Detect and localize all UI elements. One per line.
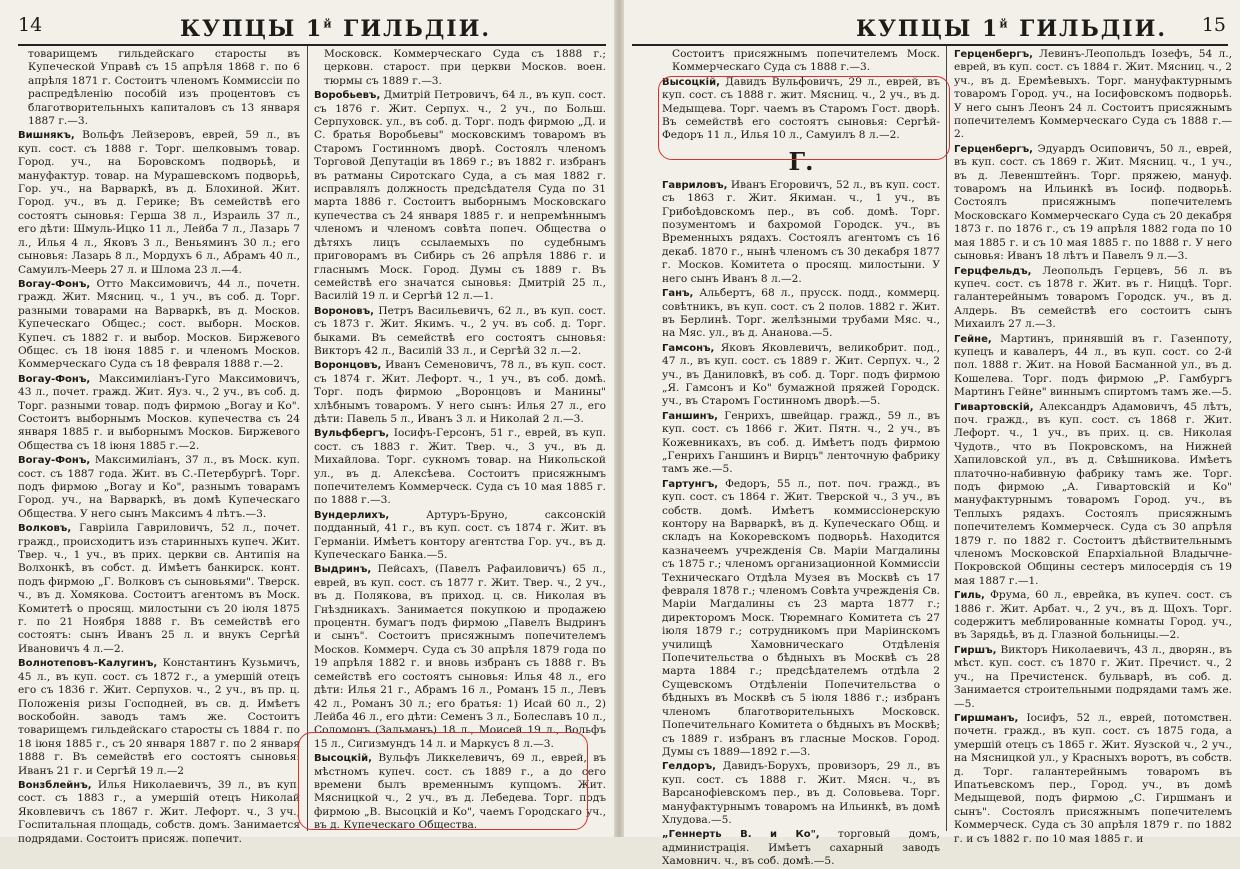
header-rule xyxy=(18,44,606,46)
page-number-right: 15 xyxy=(1201,14,1226,36)
entry-surname: Гиршманъ, xyxy=(954,712,1019,724)
entry-surname: Волковъ, xyxy=(18,523,72,535)
entry-text: Іосифъ-Герсонъ, 51 г., еврей, въ куп. сост. съ 1883 г. Жит. Твер. ч., 3 уч., въ д. Михайлова. Торг. сукномъ товар. на Никольской ул., въ д. Алексѣева. Состоитъ присяжнымъ попечителемъ Коммерческ. Суда съ 10 мая 1885 г. по 1888 г.—3. xyxy=(314,427,606,507)
red-highlight-ellipse xyxy=(658,76,950,160)
entry-text: Дмитрій Петровичъ, 64 л., въ куп. сост. съ 1876 г. Жит. Серпух. ч., 2 уч., по Больш. Серпуховск. ул., въ соб. д. Торг. подъ фирмою „Д. и С. братья Воробьевы" московскимъ товаромъ въ Старомъ Гостинномъ дворѣ. Состоялъ членомъ Торговой Депутаціи въ 1869 г.; въ 1882 г. избранъ въ ратманы Сиротскаго Суда, а съ мая 1882 г. исправлялъ должность предсѣдателя Суда по 31 марта 1886 г. Состоитъ выборнымъ Московскаго купечества съ 24 января 1885 г. и непремѣннымъ членомъ и членомъ совѣта попеч. Общества о дѣтяхъ лицъ ссылаемыхъ по судебнымъ приговорамъ въ Сибирь съ 26 апрѣля 1886 г. и гласнымъ Моск. Город. Думы съ 1889 г. Въ семействѣ его значатся сыновья: Дмитрій 25 л., Василій 19 л. и Сергѣй 12 л.—1. xyxy=(314,89,606,303)
red-highlight-ellipse xyxy=(298,732,588,830)
directory-entry xyxy=(314,427,606,507)
entry-surname: Гейне, xyxy=(954,333,992,345)
directory-entry xyxy=(662,760,940,827)
entry-text: Максимиліанъ, 37 л., въ Моск. куп. сост. съ 1887 года. Жит. въ С.-Петербургѣ. Торг. подъ фирмою „Вогау и Ко", разнымъ товарамъ Город. уч., на Варваркѣ, въ домѣ Купеческаго Общества. У него сынъ Максимъ 4 лѣтъ.—3. xyxy=(18,454,300,520)
entry-surname: Вогау-Фонъ, xyxy=(18,278,91,290)
entry-text: Гавріила Гавриловичъ, 52 л., почет. гражд., происходитъ изъ старинныхъ купеч. Жит. Твер. ч., 1 уч., въ прих. церкви св. Антипія на Волхонкѣ, въ собст. д. Имѣетъ банкирск. конт. подъ фирмою „Г. Волковъ съ сыновьями". Тверск. ч., въ д. Хомякова. Состоитъ агентомъ въ Моск. Комитетѣ о просящ. милостыни съ 20 іюля 1875 г. по 21 Ноября 1888 г. Въ семействѣ его состоятъ: сынъ Иванъ 25 л. и внукъ Сергѣй Ивановичъ 4 л.—2. xyxy=(18,522,300,655)
entry-text: Эдуардъ Осиповичъ, 50 л., еврей, въ куп. сост. съ 1869 г. Жит. Мясниц. ч., 1 уч., въ д. Левенштейнъ. Торг. пряжею, мануф. товаромъ на Ильинкѣ въ Іосиф. подворьѣ. Состоялъ присяжнымъ попечителемъ Московскаго Коммерческаго Суда съ 20 декабря 1873 г. по 1876 г., съ 19 апрѣля 1882 года по 10 мая 1885 г. и съ 10 мая 1885 г. по 1888 г. У него сыновья: Иванъ 18 лѣтъ и Павелъ 9 л.—3. xyxy=(954,142,1232,263)
header-sup: й xyxy=(999,17,1010,31)
header-suffix: ГИЛЬДІИ. xyxy=(333,16,492,42)
directory-entry xyxy=(314,563,606,751)
entry-text: Константинъ Кузьмичъ, 45 л., въ куп. сост. съ 1872 г., а умершій отецъ его съ 1836 г. Жит. Серпухов. ч., 2 уч., въ пр. ц. Положенія ризы Господней, въ св. д. Имѣетъ воскобойн. заводъ тамъ же. Состоитъ товарищемъ гильдейскаго старосты съ 1884 г. по 18 іюня 1885 г., съ 20 января 1887 г. по 2 января 1888 г. Въ семействѣ его состоятъ сыновья: Иванъ 21 г. и Сергѣй 19 л.—2 xyxy=(18,657,300,777)
right-column-1 xyxy=(662,48,940,868)
entry-text: Давидъ Вульфовичъ, 29 л., еврей, въ куп. сост. съ 1888 г. жит. Мясниц. ч., 2 уч., въ д. Медыщева. Торг. чаемъ въ Старомъ Гост. дворѣ. Въ семействѣ его состоятъ сыновья: Сергѣй-Федоръ 11 л., Илья 10 л., Самуилъ 8 л.—2. xyxy=(662,75,940,142)
directory-entry xyxy=(314,89,606,304)
header-text: КУПЦЫ 1 xyxy=(856,16,1000,42)
entry-surname: Волнотеповъ-Калугинъ, xyxy=(18,658,158,670)
running-header-right xyxy=(856,16,1167,42)
column-divider xyxy=(307,46,308,831)
entry-text: Александръ Адамовичъ, 45 лѣтъ, поч. гражд., въ куп. сост. съ 1868 г. Жит. Лефорт. ч., 1 уч., въ прих. ц. св. Николая Чудотв., что въ Покровскомъ, на Нижней Хапиловской ул., въ д. Свѣшникова. Имѣетъ платочно-набивную фабрику тамъ же. Торг. подъ фирмою „А. Гивартовскій и Ко" мануфактурнымъ товаромъ Город. уч., въ Теплыхъ рядахъ. Состоялъ присяжнымъ попечителемъ Коммерческ. Суда съ 30 апрѣля 1879 г. по 1882 г. Состоитъ дѣйствительнымъ членомъ Московской Епархіальной Владычне-Покровской Общины сестеръ милосердія съ 19 мая 1887 г.—1. xyxy=(954,400,1232,587)
entry-text: Артуръ-Бруно, саксонскій подданный, 41 г., въ куп. сост. съ 1874 г. Жит. въ Германіи. Имѣетъ контору агентства Гор. уч., въ д. Купеческаго Банка.—5. xyxy=(314,508,606,562)
directory-entry xyxy=(662,478,940,760)
entry-surname: Вороновъ, xyxy=(314,305,374,317)
directory-entry xyxy=(662,410,940,477)
entry-surname: Гартунгъ, xyxy=(662,478,719,490)
entry-surname: Герцфельдъ, xyxy=(954,265,1032,277)
entry-surname: Вогау-Фонъ, xyxy=(18,455,91,467)
directory-entry xyxy=(18,129,300,276)
entry-surname: Гиль, xyxy=(954,590,985,602)
entry-text: Альбертъ, 68 л., прусск. подд., коммерц. совѣтникъ, въ куп. сост. съ 2 полов. 1882 г. Жит. въ Берлинѣ. Торг. желѣзными трубами Мяс. ч., на Мяс. ул., въ д. Ананова.—5. xyxy=(662,287,940,340)
entry-surname: Вонзблейнъ, xyxy=(18,779,92,791)
entry-text: Генрихъ, швейцар. гражд., 59 л., въ куп. сост. съ 1866 г. Жит. Пятн. ч., 2 уч., въ Кожевникахъ, въ соб. д. Имѣетъ подъ фирмою „Генрихъ Ганшинъ и Вирцъ" ленточную фабрику тамъ же.—5. xyxy=(662,409,940,476)
entry-surname: Вишнякъ, xyxy=(18,130,75,142)
running-header-left xyxy=(180,16,491,42)
entry-surname: Высоцкій, xyxy=(662,76,720,88)
entry-surname: „Геннерть В. и Ко", xyxy=(662,829,820,841)
entry-text: Фрума, 60 л., еврейка, въ купеч. сост. съ 1886 г. Жит. Арбат. ч., 2 уч., въ д. Щохъ. Торг. содержитъ меблированные комнаты Город. уч., въ Зарядьѣ, въ д. Глазной больницы.—2. xyxy=(954,589,1232,642)
entry-surname: Вундерлихъ, xyxy=(314,509,390,521)
directory-entry xyxy=(18,657,300,778)
entry-text: Федоръ, 55 л., пот. поч. гражд., въ куп. сост. съ 1864 г. Жит. Тверской ч., 3 уч., въ собств. домѣ. Имѣетъ коммиссіонерскую контору на Варваркѣ, въ д. Купеческаго Общ. и складъ на Кокоревскомъ подворьѣ. Находится казначеемъ учрежденія Св. Маріи Магдалины съ 1875 г.; членомъ организационной Коммиссіи Техническаго Отдѣла Музея въ Москвѣ съ 17 февраля 1878 г.; членомъ Совѣта учрежденія Св. Маріи Магдалины съ 23 марта 1877 г.; директоромъ Моск. Тюремнаго Комитета съ 27 іюля 1879 г.; сотрудникомъ при Маріинскомъ училищѣ Хамовническаго Отдѣленія Попечительства о бѣдныхъ въ Москвѣ съ 28 марта 1884 г.; предсѣдателемъ отдѣла 2 Сущевскомъ Отдѣленіи Попечительства о бѣдныхъ въ Москвѣ съ 5 іюля 1886 г.; избранъ членомъ благотворительныхъ Московск. Попечительнаго Комитета о бѣдныхъ въ Москвѣ; съ 1889 г. избранъ въ гласные Москов. Город. Думы съ 1889—1892 г.—3. xyxy=(662,477,940,758)
right-page xyxy=(624,0,1240,868)
directory-entry xyxy=(18,48,300,128)
header-sup: й xyxy=(323,17,334,31)
directory-entry xyxy=(954,48,1232,142)
left-column-1 xyxy=(18,48,300,845)
entry-surname: Гиршъ, xyxy=(954,644,997,656)
directory-entry xyxy=(954,712,1232,846)
header-suffix: ГИЛЬДІИ. xyxy=(1009,16,1168,42)
directory-entry xyxy=(18,373,300,453)
directory-entry xyxy=(18,278,300,372)
entry-text: Давидъ-Борухъ, провизоръ, 29 л., въ куп. сост. съ 1888 г. Жит. Мясн. ч., въ Варсанофіевскомъ пер., въ д. Соловьева. Торг. мануфактурнымъ товаромъ на Ильинкѣ, въ домѣ Хлудова.—5. xyxy=(662,760,940,826)
directory-entry xyxy=(18,522,300,656)
entry-text: Илья Николаевичъ, 39 л., въ куп. сост. съ 1883 г., а умершій отецъ Николай Яковлевичъ съ 1867 г. Жит. Лефорт. ч., 3 уч., Госпитальная площадь, собств. домъ. Занимается подрядами. Состоитъ присяж. попечит. xyxy=(18,778,300,845)
directory-entry xyxy=(954,143,1232,264)
entry-text: Отто Максимовичъ, 44 л., почетн. гражд. Жит. Мясниц. ч., 1 уч., въ соб. д. Торг. разными товарами на Варваркѣ, въ д. Москов. Купеческаго Общес.; сост. выборн. Москов. Купеч. съ 1882 г. и выбор. Москов. Биржевого Общес. съ 18 іюня 1885 г. и членомъ Москов. Коммерческаго Суда съ 18 февраля 1888 г.—2. xyxy=(18,277,300,371)
directory-entry xyxy=(314,48,606,88)
entry-text: Московск. Коммерческаго Суда съ 1888 г.; церковн. старост. при церкви Москов. воен. тюрмы съ 1889 г.—3. xyxy=(324,48,606,87)
right-column-2 xyxy=(954,48,1232,845)
directory-entry xyxy=(954,333,1232,400)
entry-surname: Гавриловъ, xyxy=(662,179,728,191)
entry-surname: Выдринъ, xyxy=(314,564,372,576)
entry-surname: Ганшинъ, xyxy=(662,410,718,422)
directory-entry xyxy=(18,779,300,846)
column-divider xyxy=(946,46,947,831)
entry-surname: Ганъ, xyxy=(662,288,694,300)
left-page xyxy=(0,0,614,845)
directory-entry xyxy=(954,401,1232,589)
entry-text: Мартинъ, принявшій въ г. Газенпоту, купецъ и кавалеръ, 44 л., въ куп. сост. со 2-й пол. 1888 г. Жит. на Новой Басманной ул., въ д. Кошелева. Торг. подъ фирмою „Р. Гамбургъ Мартинъ Гейне" виннымъ спиртомъ тамъ же.—5. xyxy=(954,332,1232,399)
entry-text: торговый домъ, администрація. Имѣетъ сахарный заводъ Хамовнич. ч., въ соб. домѣ.—5. xyxy=(662,828,940,868)
directory-entry xyxy=(314,305,606,359)
header-rule xyxy=(632,44,1228,46)
entry-text: Яковъ Яковлевичъ, великобрит. под., 47 л., въ куп. сост. съ 1889 г. Жит. Серпух. ч., 2 уч., въ Даниловкѣ, въ соб. д. Торг. подъ фирмою „Я. Гамсонъ и Ко" бумажной пряжей Городск. уч., въ Старомъ Гостинномъ дворѣ.—5. xyxy=(662,341,940,408)
directory-entry xyxy=(18,454,300,521)
directory-entry xyxy=(314,359,606,426)
directory-entry xyxy=(662,342,940,409)
book-gutter xyxy=(614,0,624,837)
directory-entry xyxy=(662,179,940,286)
header-text: КУПЦЫ 1 xyxy=(180,16,324,42)
entry-text: Петръ Васильевичъ, 62 л., въ куп. сост. съ 1873 г. Жит. Якимъ. ч., 2 уч. въ соб. д. Торг. быками. Въ семействѣ его состоятъ сыновья: Викторъ 42 л., Василій 33 л., и Сергѣй 32 л.—2. xyxy=(314,304,606,357)
entry-surname: Высоцкій, xyxy=(314,753,372,765)
entry-surname: Гивартовскій, xyxy=(954,401,1034,413)
entry-text: Иванъ Семеновичъ, 78 л., въ куп. сост. съ 1874 г. Жит. Лефорт. ч., 1 уч., въ соб. домѣ. Торг. подъ фирмою „Воронцовъ и Манины" хлѣбнымъ товаромъ. У него сынъ: Илья 27 л., его дѣти: Павель 5 л., Иванъ 3 л. и Николай 2 л.—3. xyxy=(314,359,606,425)
entry-text: Левинъ-Леопольдъ Іозефъ, 54 л., еврей, въ куп. сост. съ 1884 г. Жит. Мясниц. ч., 2 уч., въ д. Еремѣевыхъ. Торг. мануфактурнымъ товаромъ Город. уч., на Іосифовскомъ подворьѣ. У него сынъ Леонъ 24 л. Состоитъ присяжнымъ попечителемъ Коммерческаго Суда съ 1888 г.—2. xyxy=(954,48,1232,141)
entry-surname: Гамсонъ, xyxy=(662,342,715,354)
entry-text: Вольфъ Лейзеровъ, еврей, 59 л., въ куп. сост. съ 1888 г. Торг. шелковымъ товар. Город. уч., на Боровскомъ подворьѣ, и мануфактур. товар. на Мурашевскомъ подворьѣ, Гор. уч., на Варваркѣ, въ д. Блохиной. Жит. Город. уч., въ д. Герике; Въ семействѣ его состоятъ сыновья: Герша 38 л., Израиль 37 л., его дѣти: Шмуль-Ицко 11 л., Лейба 7 л., Лазарь 7 л., Илья 4 л., Яковъ 3 л., Веньяминъ 30 л.; его сыновья: Лазарь 8 л., Мордухъ 6 л., Абрамъ 40 л., Самуилъ-Меерь 27 л. и Шлома 23 л.—4. xyxy=(18,129,300,276)
entry-surname: Воробьевъ, xyxy=(314,90,381,102)
entry-text: Іосифъ, 52 л., еврей, потомствен. почетн. гражд., въ куп. сост. съ 1875 года, а умершій отецъ съ 1865 г. Жит. Яузской ч., 2 уч., на Мясницкой ул., у Красныхъ воротъ, въ собств. д. Торг. галантерейнымъ товаромъ въ Ипатьевскомъ пер., Город. уч., въ домѣ Медыщевой, подъ фирмою „С. Гиршманъ и сынъ". Состоялъ присяжнымъ попечителемъ Коммерческ. Суда съ 30 апрѣля 1879 г. по 1882 г. и съ 1882 г. по 10 мая 1885 г. и xyxy=(954,711,1232,845)
directory-entry xyxy=(314,509,606,563)
directory-entry xyxy=(954,265,1232,332)
directory-entry xyxy=(662,287,940,341)
entry-text: Пейсахъ, (Павелъ Рафаиловичъ) 65 л., еврей, въ куп. сост. съ 1877 г. Жит. Твер. ч., 2 уч., въ д. Полякова, въ приход. ц. св. Николая въ Гнѣздникахъ. Занимается покупкою и продажею процентн. бумагъ подъ фирмою „Павелъ Выдринъ и сынъ". Состоитъ присяжнымъ попечителемъ Москов. Коммерч. Суда съ 30 апрѣля 1879 года по 19 апрѣля 1882 г. и вновь избранъ съ 1888 г. Въ семействѣ его состоятъ сыновья: Илья 48 л., его дѣти: Илья 21 г., Абрамъ 16 л., Романъ 15 л., Левъ 42 л., Романъ 30 л.; его братья: 1) Исай 60 л., 2) Лейба 46 л., его дѣти: Семенъ 3 л., Болеславъ 10 л., Соломонъ (Зальманъ) 18 л., Моисей 19 л., Вольфъ 15 л., Сигизмундъ 14 л. и Маркусъ 8 л.—3. xyxy=(314,563,606,750)
entry-text: Максимиліанъ-Гуго Максимовичъ, 43 л., почет. гражд. Жит. Яуз. ч., 2 уч., въ соб. д. Торг. разными товар. подъ фирмою „Вогау и Ко". Состоитъ выборнымъ Москов. купечества съ 24 января 1885 г. и выборнымъ Москов. Биржевого Общества съ 18 іюня 1885 г.—2. xyxy=(18,372,300,452)
entry-surname: Герценбергъ, xyxy=(954,143,1033,155)
directory-entry xyxy=(954,589,1232,643)
directory-entry xyxy=(954,644,1232,711)
entry-surname: Вульфбергъ, xyxy=(314,428,390,440)
page-number-left: 14 xyxy=(18,14,43,36)
entry-surname: Герценбергъ, xyxy=(954,49,1033,60)
entry-surname: Воронцовъ, xyxy=(314,360,382,372)
left-column-2 xyxy=(314,48,606,833)
entry-text: Викторъ Николаевичъ, 43 л., дворян., въ мѣст. куп. сост. съ 1870 г. Жит. Пречист. ч., 2 уч., на Пречистенск. бульварѣ, въ соб. д. Занимается строительными подрядами тамъ же.—5. xyxy=(954,643,1232,710)
directory-entry xyxy=(662,48,940,75)
section-letter: Г. xyxy=(788,146,814,176)
directory-entry xyxy=(662,828,940,868)
entry-surname: Вогау-Фонъ, xyxy=(18,373,91,385)
entry-text: Состоитъ присяжнымъ попечителемъ Моск. Коммерческаго Суда съ 1888 г.—3. xyxy=(672,48,940,74)
entry-surname: Гелдоръ, xyxy=(662,761,716,773)
entry-text: Вульфъ Ликкелевичъ, 69 л., еврей, въ мѣстномъ купеч. сост. съ 1889 г., а до сего времени былъ временнымъ купцомъ. Жит. Мясницкой ч., 2 уч., въ д. Лебедева. Торг. подъ фирмою „В. Высоцкій и Ко", чаемъ Городскаго уч., въ д. Купеческаго Общества. xyxy=(314,752,606,832)
entry-text: товарищемъ гильдейскаго старосты въ Купеческой Управѣ съ 15 апрѣля 1868 г. по 6 апрѣля 1871 г. Состоитъ членомъ Коммиссіи по распредѣленію пособій изъ процентовъ съ благотворительныхъ капиталовъ съ 13 января 1887 г.—3. xyxy=(28,48,300,128)
entry-text: Иванъ Егоровичъ, 52 л., въ куп. сост. съ 1863 г. Жит. Якиман. ч., 1 уч., въ Грибоѣдовскомъ пер., въ соб. домѣ. Торг. позументомъ и бахромой Городск. уч., въ Временныхъ рядахъ. Состоялъ агентомъ съ 16 декаб. 1870 г., нынѣ членомъ съ 30 декабря 1877 г. Москов. Комитета о просящ. милостыни. У него сынъ Иванъ 8 л.—2. xyxy=(662,178,940,285)
entry-text: Леопольдъ Герцевъ, 56 л. въ купеч. сост. съ 1878 г. Жит. въ г. Ниццѣ. Торг. галантерейнымъ товаромъ Городск. уч., въ д. Алдерь. Въ семействѣ его состоитъ сынъ Михаилъ 27 л.—3. xyxy=(954,264,1232,331)
